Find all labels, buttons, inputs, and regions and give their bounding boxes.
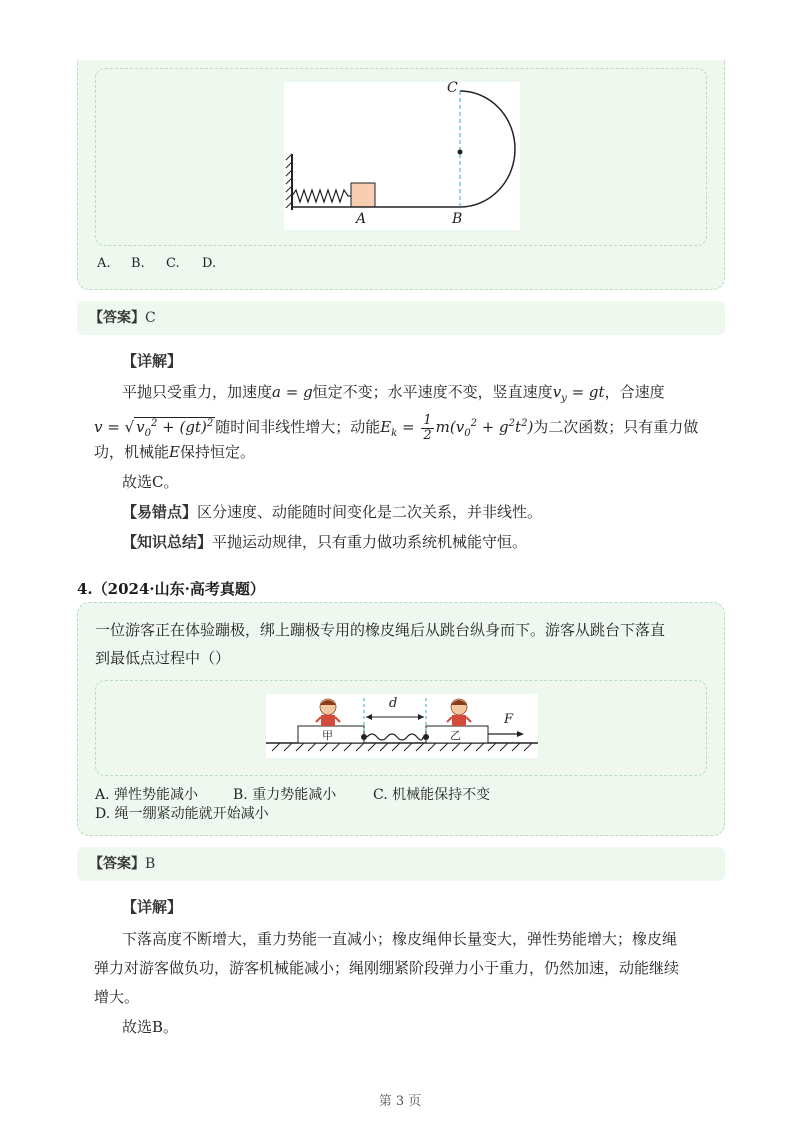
q4-detail-line3: 增大。 — [94, 988, 140, 1006]
q4-option-d[interactable]: D. 绳一绷紧动能就开始减小 — [95, 806, 269, 822]
answer-value: C — [145, 310, 156, 326]
q3-conclusion: 故选C。 — [122, 473, 179, 491]
q3-option-c[interactable]: C. — [166, 256, 180, 271]
q3-option-b[interactable]: B. — [131, 256, 145, 271]
q4-option-a[interactable]: A. 弹性势能减小 — [95, 787, 199, 803]
q4-stem-line1: 一位游客正在体验蹦极，绑上蹦极专用的橡皮绳后从跳台纵身而下。游客从跳台下落直 — [95, 621, 666, 639]
label-b: B — [452, 211, 463, 227]
answer-label: 【答案】 — [89, 310, 145, 326]
q4-detail-line2: 弹力对游客做负功，游客机械能减小；绳刚绷紧阶段弹力小于重力，仍然加速，动能继续 — [94, 959, 680, 977]
person-icon-right — [447, 699, 471, 726]
q3-option-d[interactable]: D. — [202, 256, 217, 271]
formula-ek: $E_k$ = $\frac{1}{2}$ $m(v_0^2 + g^2t^2)$ — [380, 412, 534, 443]
q3-detail-line3: 功，机械能E保持恒定。 — [94, 443, 255, 461]
q3-option-a[interactable]: A. — [97, 256, 111, 271]
q4-option-b[interactable]: B. 重力势能减小 — [233, 787, 337, 803]
q3-detail-heading: 【详解】 — [122, 352, 183, 370]
q4-stem-line2: 到最低点过程中（） — [95, 649, 231, 667]
page-number: 第 3 页 — [378, 1094, 422, 1109]
blocks-spring-figure — [266, 694, 538, 758]
q4-answer-bar — [77, 847, 725, 881]
q3-detail-line1: 平抛只受重力，加速度a = g恒定不变；水平速度不变，竖直速度$v_y$ = gt，合速度 — [122, 383, 665, 404]
formula-e: E — [169, 443, 180, 461]
q3-summary: 【知识总结】平抛运动规律，只有重力做功系统机械能守恒。 — [122, 533, 528, 551]
formula-vy: $v_y$ = gt — [552, 383, 605, 404]
label-f: F — [504, 712, 514, 727]
answer-value: B — [145, 856, 156, 872]
label-yi: 乙 — [450, 729, 461, 742]
q4-option-c[interactable]: C. 机械能保持不变 — [373, 787, 491, 803]
answer-label: 【答案】 — [89, 856, 145, 872]
q3-detail-line2: v = √ $v_0^2 + (gt)^2$ 随时间非线性增大；动能$E_k$ = $\frac{1}{2}$ $m(v_0^2 + g^2t^2)$为二次函数；只有重力做 — [94, 412, 699, 443]
person-icon-left — [316, 699, 340, 726]
formula-a-eq-g: a = g — [272, 383, 313, 401]
label-a: A — [356, 211, 367, 227]
q4-detail-line1: 下落高度不断增大，重力势能一直减小；橡皮绳伸长量变大，弹性势能增大；橡皮绳 — [122, 930, 678, 948]
spring-track-figure — [284, 82, 520, 230]
label-d: d — [389, 696, 398, 711]
q3-mistake: 【易错点】区分速度、动能随时间变化是二次关系，并非线性。 — [122, 503, 543, 521]
q4-conclusion: 故选B。 — [122, 1018, 179, 1036]
q4-title: 4.（2024·山东·高考真题） — [77, 580, 265, 598]
label-c: C — [447, 80, 458, 96]
formula-v: v = √ $v_0^2 + (gt)^2$ — [94, 418, 214, 439]
label-jia: 甲 — [322, 729, 333, 742]
q4-detail-heading: 【详解】 — [122, 898, 183, 916]
q3-answer-bar — [77, 301, 725, 335]
